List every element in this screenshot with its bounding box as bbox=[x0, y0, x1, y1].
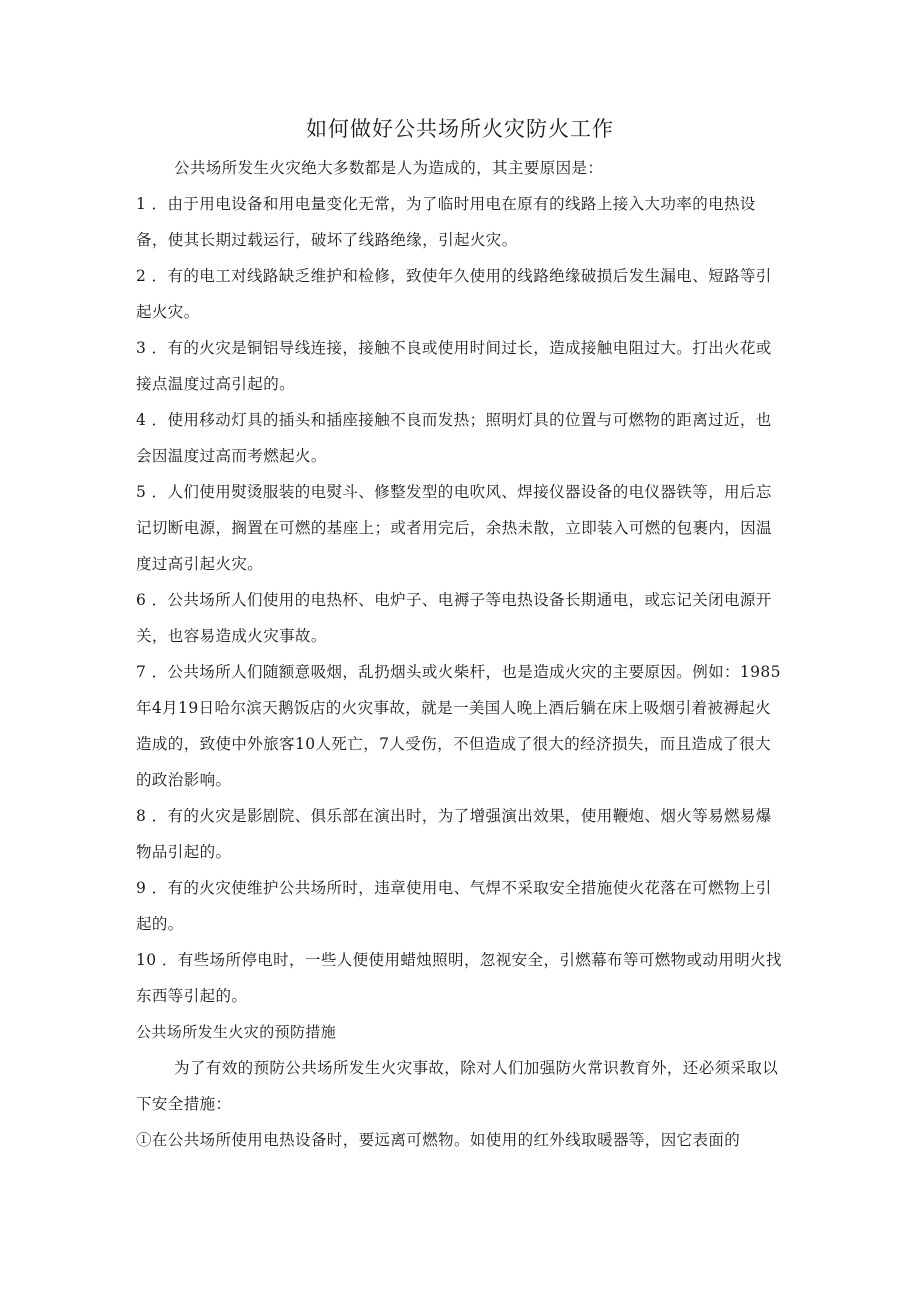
cause-number: 5 bbox=[136, 483, 147, 501]
cause-number: 9 bbox=[136, 879, 147, 897]
cause-text: ．由于用电设备和用电量变化无常，为了临时用电在原有的线路上接入大功率的电热设备，使其长期过载运行，破坏了线路绝缘，引起火灾。 bbox=[136, 195, 756, 249]
cause-number: 10 bbox=[136, 951, 157, 969]
document-title: 如何做好公共场所火灾防火工作 bbox=[306, 117, 614, 141]
cause-item-6 bbox=[136, 582, 786, 654]
cause-text: ．公共场所人们随额意吸烟，乱扔烟头或火柴杆，也是造成火灾的主要原因。例如：1985年4月19日哈尔滨天鹅饭店的火灾事故，就是一美国人晚上酒后躺在床上吸烟引着被褥起火造成的，致使中外旅客10人死亡，7人受伤，不但造成了很大的经济损失，而且造成了很大的政治影响。 bbox=[136, 663, 781, 789]
cause-number: 6 bbox=[136, 591, 147, 609]
cause-text: ．人们使用熨烫服装的电熨斗、修整发型的电吹风、焊接仪器设备的电仪器铁等，用后忘记切断电源，搁置在可燃的基座上；或者用完后，余热未散，立即装入可燃的包裹内，因温度过高引起火灾。 bbox=[136, 483, 773, 573]
cause-item-1 bbox=[136, 186, 786, 258]
cause-item-9 bbox=[136, 870, 786, 942]
cause-text: ．有的电工对线路缺乏维护和检修，致使年久使用的线路绝缘破损后发生漏电、短路等引起火灾。 bbox=[136, 267, 772, 321]
document-body bbox=[136, 150, 786, 1158]
cause-item-10 bbox=[136, 942, 786, 1014]
cause-text: ．有的火灾是影剧院、俱乐部在演出时，为了增强演出效果，使用鞭炮、烟火等易燃易爆物品引起的。 bbox=[136, 807, 772, 861]
prevention-intro: 为了有效的预防公共场所发生火灾事故，除对人们加强防火常识教育外，还必须采取以下安全措施： bbox=[136, 1059, 779, 1113]
cause-number: 1 bbox=[136, 195, 147, 213]
cause-number: 8 bbox=[136, 807, 147, 825]
cause-item-7 bbox=[136, 654, 786, 798]
measure-item-1: ①在公共场所使用电热设备时，要远离可燃物。如使用的红外线取暖器等，因它表面的 bbox=[136, 1131, 741, 1149]
cause-item-8 bbox=[136, 798, 786, 870]
section-heading: 公共场所发生火灾的预防措施 bbox=[136, 1023, 337, 1041]
cause-item-2 bbox=[136, 258, 786, 330]
intro-paragraph: 公共场所发生火灾绝大多数都是人为造成的，其主要原因是： bbox=[174, 159, 604, 177]
cause-text: ．有的火灾使维护公共场所时，违章使用电、气焊不采取安全措施使火花落在可燃物上引起的。 bbox=[136, 879, 772, 933]
cause-text: ．使用移动灯具的插头和插座接触不良而发热；照明灯具的位置与可燃物的距离过近，也会因温度过高而考燃起火。 bbox=[136, 411, 772, 465]
cause-number: 7 bbox=[136, 663, 147, 681]
cause-item-4 bbox=[136, 402, 786, 474]
cause-number: 2 bbox=[136, 267, 147, 285]
cause-number: 3 bbox=[136, 339, 147, 357]
cause-number: 4 bbox=[136, 411, 147, 429]
cause-text: ．有的火灾是铜铝导线连接，接触不良或使用时间过长，造成接触电阻过大。打出火花或接点温度过高引起的。 bbox=[136, 339, 772, 393]
cause-item-3 bbox=[136, 330, 786, 402]
cause-item-5 bbox=[136, 474, 786, 582]
cause-text: ．公共场所人们使用的电热杯、电炉子、电褥子等电热设备长期通电，或忘记关闭电源开关，也容易造成火灾事故。 bbox=[136, 591, 772, 645]
cause-text: ．有些场所停电时，一些人便使用蜡烛照明，忽视安全，引燃幕布等可燃物或动用明火找东西等引起的。 bbox=[136, 951, 782, 1005]
